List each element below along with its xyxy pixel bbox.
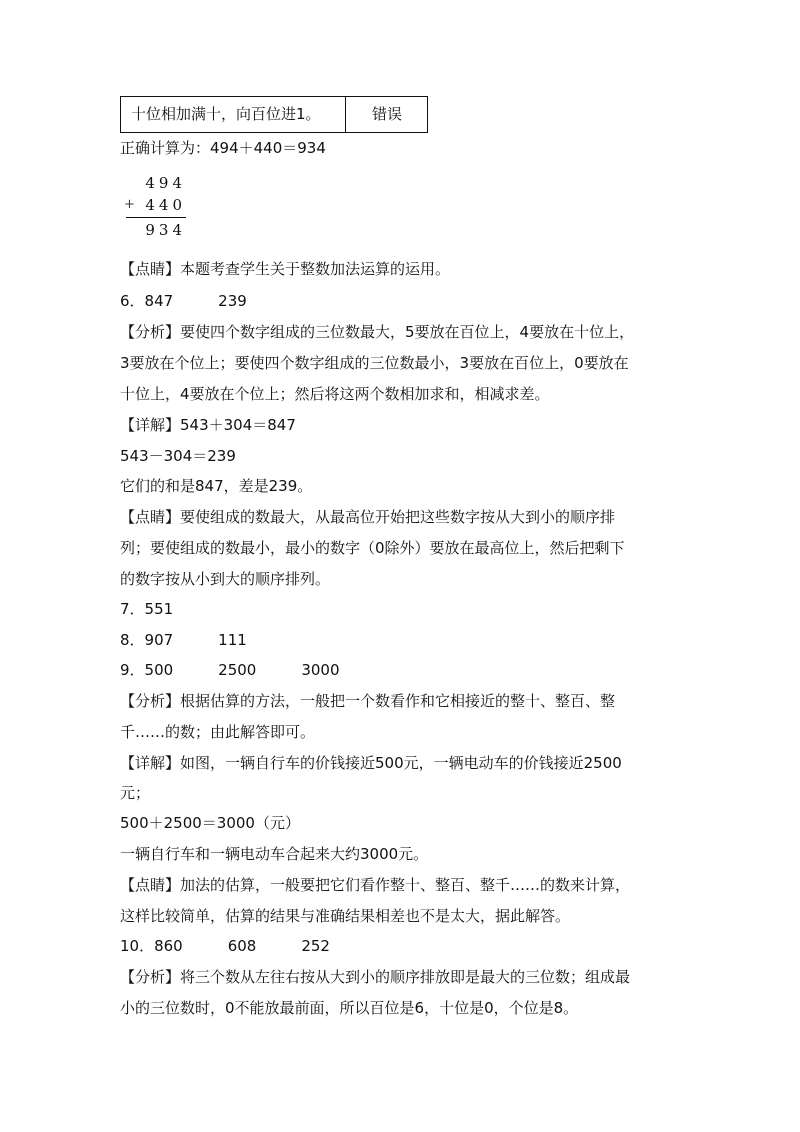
addend-2: 440 — [145, 196, 186, 214]
text-line: 543－304＝239 — [120, 447, 236, 465]
addend-1: 494 — [145, 174, 186, 192]
text-line: 这样比较简单，估算的结果与准确结果相差也不是太大，据此解答。 — [120, 907, 571, 925]
text-line: 千……的数；由此解答即可。 — [120, 723, 316, 741]
text-line: 【点睛】要使组成的数最大，从最高位开始把这些数字按从大到小的顺序排 — [120, 508, 616, 526]
correct-calculation: 正确计算为：494＋440＝934 — [120, 139, 326, 157]
text-line: 【分析】根据估算的方法，一般把一个数看作和它相接近的整十、整百、整 — [120, 692, 616, 710]
text-line: 【分析】要使四个数字组成的三位数最大，5要放在百位上，4要放在十位上， — [120, 323, 635, 341]
text-line: 一辆自行车和一辆电动车合起来大约3000元。 — [120, 845, 429, 863]
text-line: 【详解】如图，一辆自行车的价钱接近500元，一辆电动车的价钱接近2500 — [120, 754, 622, 772]
plus-sign: + — [124, 197, 135, 212]
text-line: 3要放在个位上；要使四个数字组成的三位数最小，3要放在百位上，0要放在 — [120, 354, 629, 372]
text-line: 【分析】将三个数从左往右按从大到小的顺序排放即是最大的三位数；组成最 — [120, 968, 631, 986]
text-line: 【点睛】本题考查学生关于整数加法运算的运用。 — [120, 260, 451, 278]
text-line: 【详解】543＋304＝847 — [120, 416, 296, 434]
text-line: 【点睛】加法的估算，一般要把它们看作整十、整百、整千……的数来计算， — [120, 876, 631, 894]
text-line: 6．847 239 — [120, 292, 247, 310]
text-line: 它们的和是847，差是239。 — [120, 477, 313, 495]
text-line: 的数字按从小到大的顺序排列。 — [120, 570, 331, 588]
text-line: 7．551 — [120, 600, 174, 618]
text-line: 小的三位数时，0不能放最前面，所以百位是6，十位是0，个位是8。 — [120, 999, 579, 1017]
sum-rule — [126, 217, 186, 218]
text-line: 列；要使组成的数最小，最小的数字（0除外）要放在最高位上，然后把剩下 — [120, 539, 625, 557]
text-line: 500＋2500＝3000（元） — [120, 814, 300, 832]
vertical-addition — [124, 172, 194, 242]
table-cell-verdict: 错误 — [371, 105, 402, 123]
text-line: 元； — [120, 784, 151, 802]
table-cell-reason: 十位相加满十，向百位进1。 — [121, 97, 346, 132]
text-line: 8．907 111 — [120, 631, 247, 649]
text-line: 10．860 608 252 — [120, 937, 330, 955]
text-line: 十位上，4要放在个位上；然后将这两个数相加求和，相减求差。 — [120, 385, 550, 403]
sum-result: 934 — [145, 221, 186, 239]
text-line: 9．500 2500 3000 — [120, 661, 340, 679]
judgement-table — [120, 96, 428, 133]
